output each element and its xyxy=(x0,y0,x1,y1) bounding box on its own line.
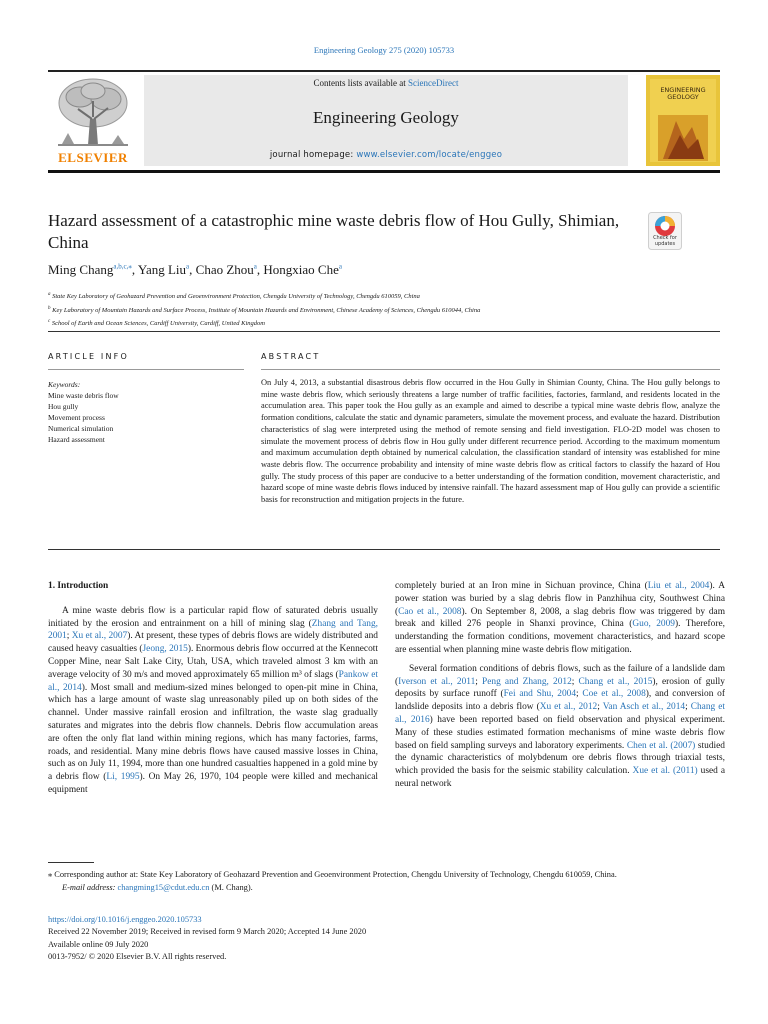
affiliation-text: State Key Laboratory of Geohazard Prevention and Geoenvironment Protection, Chengdu University of Technology, Chengdu 610059, China xyxy=(52,293,420,301)
citation-link[interactable]: Iverson et al., 2011 xyxy=(398,676,476,687)
divider xyxy=(261,369,720,370)
citation-link[interactable]: Pankow et al., 2014 xyxy=(48,669,378,693)
cover-title-line1: ENGINEERING xyxy=(660,86,706,94)
citation-link[interactable]: Coe et al., 2008 xyxy=(582,689,646,700)
article-info-heading: ARTICLE INFO xyxy=(48,352,129,361)
paragraph: A mine waste debris flow is a particular rapid flow of saturated debris usually initiated by the erosion and entrainment on a hill of mining slag (Zhang and Tang, 2001; Xu et al., 2007). At present, these types of debris flows are widely distributed and caused heavy casualties (Jeong, 2015). Enormous debris flow occurred at the Kennecott Copper Mine, near Salt Lake City, Utah, USA, which traveled almost 3 km with an average velocity of 30 m/s and moved approximately 65 million m³ of slags (Pankow et al., 2014). Most small and medium-sized mines belonged to open-pit mine in China, which has a large amount of waste slag unreasonably piled up on both sides of the channel. Under massive rainfall erosion and infiltration, the waste slag gradually saturates and migrates into the debris flow channels. Debris flow accumulation areas are often the only flat land within mining regions, which has many factories, farms, roads, and residential. Many mine debris flows have caused massive losses in China, such as on July 11, 1994, more than one hundred casualties happened in a gold mine by a debris flow (Li, 1995). On May 26, 1970, 104 people were killed and mechanical equipment xyxy=(48,605,378,795)
keyword[interactable]: Movement process xyxy=(48,413,105,422)
citation-link[interactable]: Chang et al., 2016 xyxy=(395,702,726,725)
affiliation-marker: a xyxy=(48,292,51,297)
citation-link[interactable]: Zhang and Tang, 2001 xyxy=(48,618,378,642)
cover-title-line2: GEOLOGY xyxy=(667,93,699,102)
citation-link[interactable]: Guo, 2009 xyxy=(632,619,675,630)
affiliation-text: School of Earth and Ocean Sciences, Cardiff University, Cardiff, United Kingdom xyxy=(51,320,265,328)
abstract-heading: ABSTRACT xyxy=(261,352,321,361)
journal-cover-thumbnail[interactable] xyxy=(646,75,720,166)
citation-link[interactable]: Peng and Zhang, 2012 xyxy=(482,676,572,687)
affiliation-marker: c xyxy=(48,319,51,325)
author-affil-link[interactable]: a xyxy=(253,262,257,271)
citation-link[interactable]: Cao et al., 2008 xyxy=(398,606,462,617)
citation-link[interactable]: Chen et al. (2007) xyxy=(626,740,696,751)
citation-link[interactable]: Van Asch et al., 2014 xyxy=(602,702,686,713)
author[interactable]: Yang Liu xyxy=(137,262,187,277)
header-top-rule xyxy=(48,70,720,72)
copyright: 0013-7952/ © 2020 Elsevier B.V. All rights reserved. xyxy=(48,951,227,961)
keyword[interactable]: Hou gully xyxy=(48,402,79,411)
citation-link[interactable]: Fei and Shu, 2004 xyxy=(503,689,577,700)
citation-link[interactable]: Chang et al., 2015 xyxy=(578,676,653,687)
contents-prefix: Contents lists available at xyxy=(313,78,408,88)
author-affil-link[interactable]: a xyxy=(338,262,342,271)
publication-info xyxy=(48,914,720,963)
divider xyxy=(48,549,720,550)
doi-link[interactable]: https://doi.org/10.1016/j.enggeo.2020.105733 xyxy=(48,915,202,924)
author-affil-link[interactable]: a xyxy=(186,262,190,271)
corresponding-author-note: ⁎ Corresponding author at: State Key Laboratory of Geohazard Prevention and Geoenvironment Protection, Chengdu University of Technology, Chengdu 610059, China. xyxy=(48,870,617,879)
affiliation xyxy=(48,316,720,330)
author-list xyxy=(48,262,342,278)
check-for-updates-badge[interactable] xyxy=(648,212,682,250)
affiliation-marker: b xyxy=(48,305,51,311)
affiliation xyxy=(48,289,720,303)
homepage-prefix: journal homepage: xyxy=(269,150,357,160)
sciencedirect-link[interactable]: ScienceDirect xyxy=(408,78,459,88)
email-line xyxy=(48,881,720,894)
keyword[interactable]: Numerical simulation xyxy=(48,424,114,433)
footnote-rule xyxy=(48,862,94,863)
cover-artwork-icon xyxy=(658,109,708,161)
citation-link[interactable]: Xue et al. (2011) xyxy=(632,766,698,777)
footnote xyxy=(48,868,720,894)
author-separator: , xyxy=(131,262,138,277)
affiliation xyxy=(48,303,720,317)
crossmark-label-2: updates xyxy=(654,240,676,247)
citation-link[interactable]: Xu et al., 2012 xyxy=(539,702,598,713)
abstract-text: On July 4, 2013, a substantial disastrous debris flow occurred in the Hou Gully in Shimian County, China. The Hou gully belongs to mine waste debris flow, which seriously threatens a large number of traffic facilities, factories, farmland, and residents located in the accumulation area. This paper took the Hou gully as an example and aimed to describe a typical mine waste debris flow, analyze the formation conditions, calculate the static and dynamic parameters, simulate the movement process, and evaluate the hazard. Distribution characteristics of slag were interpreted using the method of remote sensing and field investigation. FLO-2D model was chosen to simulate the movement process of debris flow in Hou gully under different recurrence period. According to the maximum momentum and maximum accumulation depth obtained by numerical calculation, the classification standard of intensity was established for mine waste debris flow. The occurrence probability and intensity of mine waste debris flow as critical factors to classify the hazard of Hou gully. The study process of this paper are conducive to a better understanding of the formation condition, movement characteristic, and hazard scope of mine waste debris flows induced by intensive rainfall. The hazard assessment map of Hou gully can provide a scientific basis for reconstruction and mitigation projects in the future. xyxy=(261,378,720,505)
elsevier-wordmark[interactable]: ELSEVIER xyxy=(58,150,128,165)
author[interactable]: Ming Chang xyxy=(48,262,114,277)
contents-line xyxy=(144,78,628,88)
citation-link[interactable]: Xu et al., 2007 xyxy=(71,631,128,642)
affiliations xyxy=(48,289,720,330)
section-heading: 1. Introduction xyxy=(48,581,109,591)
citation-link[interactable]: Liu et al., 2004 xyxy=(647,581,710,591)
keyword[interactable]: Mine waste debris flow xyxy=(48,391,119,400)
author-separator: , xyxy=(256,262,264,277)
keyword[interactable]: Hazard assessment xyxy=(48,435,105,444)
journal-title: Engineering Geology xyxy=(313,108,459,127)
homepage-link[interactable]: www.elsevier.com/locate/enggeo xyxy=(356,150,503,160)
paragraph: Several formation conditions of debris flows, such as the failure of a landslide dam (Iverson et al., 2011; Peng and Zhang, 2012; Chang et al., 2015), erosion of gully deposits by surface runoff (Fei and Shu, 2004; Coe et al., 2008), and conversion of landslide deposits into a debris flow (Xu et al., 2012; Van Asch et al., 2014; Chang et al., 2016) have been reported based on field observation and physical experiment. Many of these studies estimated formation mechanisms of mine waste debris flow based on field sampling surveys and laboratory experiments. Chen et al. (2007) studied the dynamic characteristics of molybdenum ore debris flows through triaxial tests, which provided the basis for the seismic stability calculation. Xue et al. (2011) used a neural network xyxy=(395,663,726,789)
header-bottom-rule xyxy=(48,170,720,173)
divider xyxy=(48,369,244,370)
citation-link[interactable]: Jeong, 2015 xyxy=(142,644,188,655)
keywords-block xyxy=(48,379,238,445)
email-suffix: (M. Chang). xyxy=(209,883,253,892)
journal-reference[interactable]: Engineering Geology 275 (2020) 105733 xyxy=(313,45,455,55)
citation-link[interactable]: Li, 1995 xyxy=(106,772,140,783)
elsevier-tree-logo xyxy=(48,75,138,166)
journal-header xyxy=(48,75,720,166)
author[interactable]: Hongxiao Che xyxy=(263,262,339,277)
available-online: Available online 09 July 2020 xyxy=(48,939,149,949)
cover-title xyxy=(650,87,716,102)
body-right-column xyxy=(395,580,725,791)
author[interactable]: Chao Zhou xyxy=(195,262,254,277)
received-dates: Received 22 November 2019; Received in revised form 9 March 2020; Accepted 14 June 2020 xyxy=(48,927,367,937)
header-center-panel xyxy=(144,75,628,166)
divider xyxy=(48,331,720,332)
journal-homepage xyxy=(144,150,628,160)
email-link[interactable]: changming15@cdut.edu.cn xyxy=(117,883,210,892)
crossmark-label-1: Check for xyxy=(653,235,677,241)
body-left-column xyxy=(48,580,378,797)
author-affil-link[interactable]: a,b,c,⁎ xyxy=(113,262,132,271)
article-title: Hazard assessment of a catastrophic mine waste debris flow of Hou Gully, Shimian, China xyxy=(48,211,620,252)
affiliation-text: Key Laboratory of Mountain Hazards and Surface Process, Institute of Mountain Hazards and Environment, Chinese Academy of Sciences, Chengdu 610044, China xyxy=(52,306,481,314)
email-label: E-mail address: xyxy=(62,883,118,892)
author-separator: , xyxy=(189,262,196,277)
cover-inner xyxy=(650,79,716,162)
keywords-label: Keywords: xyxy=(48,380,81,389)
paragraph: completely buried at an Iron mine in Sichuan province, China (Liu et al., 2004). A power station was buried by a slag debris flow in Panzhihua city, Southwest China (Cao et al., 2008). On September 8, 2008, a slag debris flow was triggered by dam break and killed 276 people in Shanxi province, China (Guo, 2009). Therefore, understanding the formation conditions, movement characteristics, and hazard scope are essential when planning mine waste debris flow mitigation. xyxy=(395,581,725,655)
